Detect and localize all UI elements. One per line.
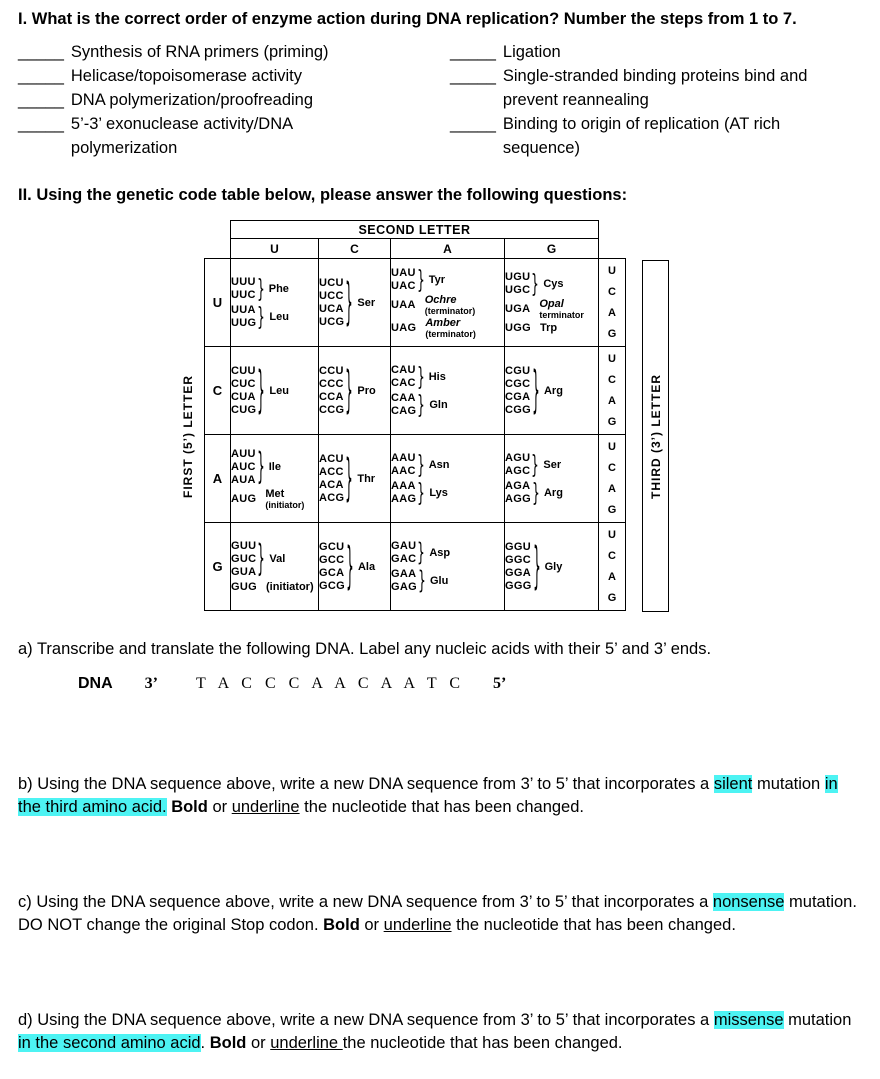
third-letter-G: G: [607, 503, 617, 516]
codon: AUA: [231, 473, 256, 486]
brace-icon: }: [416, 449, 425, 479]
step-label: 5’-3’ exonuclease activity/DNA polymerization: [70, 115, 293, 157]
codon: CUC: [231, 377, 256, 390]
codon: GCC: [319, 553, 345, 566]
brace-icon: }: [532, 477, 540, 507]
codon: CCA: [319, 390, 344, 403]
codon: CGC: [505, 377, 531, 390]
codon: AUU: [231, 447, 256, 460]
amino-acid-label: Gln: [429, 398, 448, 411]
codon-group: [319, 359, 390, 419]
answer-blank: _____: [450, 67, 496, 85]
third-letter-U: U: [608, 352, 616, 365]
question-1-list: [18, 40, 862, 160]
codon: UAC: [391, 279, 416, 292]
amino-acid-label: Trp: [539, 322, 558, 334]
step-label: Binding to origin of replication (AT rich sequence): [502, 115, 781, 157]
codon-group: [391, 361, 504, 391]
underlined-text: underline: [231, 798, 300, 816]
bold-text: Bold: [209, 1034, 247, 1052]
dna-label: DNA: [78, 675, 113, 692]
codon-group: [391, 537, 504, 567]
answer-blank: _____: [18, 115, 64, 133]
codon-group: [319, 535, 390, 595]
text-run: .: [200, 1034, 210, 1052]
codon-group: [231, 273, 318, 303]
codon: CAC: [391, 376, 416, 389]
codon: UUA: [231, 303, 256, 316]
codon-group: [505, 268, 598, 298]
codon: UGC: [505, 283, 531, 296]
codon-cell: [391, 347, 505, 435]
text-run: the nucleotide that has been changed.: [451, 916, 736, 934]
brace-icon: }: [257, 359, 266, 419]
first-letter-U: U: [205, 259, 231, 347]
text-run: mutation: [783, 1011, 852, 1029]
list-item: [18, 112, 450, 160]
step-label: DNA polymerization/proofreading: [70, 91, 314, 109]
question-1-heading: I. What is the correct order of enzyme action during DNA replication? Number the steps from 1 to 7.: [18, 10, 797, 28]
third-letter-A: A: [608, 570, 616, 583]
amino-acid-label: Lys: [429, 486, 448, 499]
amino-acid-label: Amber (terminator): [425, 316, 476, 339]
amino-acid-label: Tyr: [428, 273, 446, 286]
brace-icon: }: [346, 535, 354, 595]
codon: AGC: [505, 464, 531, 477]
amino-acid-label: Arg: [543, 486, 563, 499]
table-row: [205, 259, 626, 347]
codon: UAU: [391, 266, 416, 279]
codon: UUC: [231, 288, 256, 301]
codon: AUC: [231, 460, 256, 473]
codon: GAC: [391, 552, 417, 565]
codon: AGG: [505, 492, 531, 505]
codon: ACG: [319, 491, 345, 504]
codon-group: [231, 359, 318, 419]
codon-cell: [391, 523, 505, 611]
third-letter-column: [599, 523, 626, 611]
second-letter-U: U: [231, 239, 319, 259]
highlighted-text: in the third amino acid.: [18, 775, 838, 816]
brace-icon: }: [417, 389, 426, 419]
codon: CAG: [391, 404, 417, 417]
third-letter-C: C: [608, 373, 616, 386]
codon: CGG: [505, 403, 531, 416]
codon: UCG: [319, 315, 345, 328]
codon-cell: [319, 259, 391, 347]
table-row: [205, 523, 626, 611]
codon: UGG: [505, 321, 531, 334]
amino-acid-label: Ser: [357, 296, 376, 309]
answer-blank: _____: [18, 67, 64, 85]
amino-acid-label: His: [428, 370, 446, 383]
codon: GCA: [319, 566, 345, 579]
answer-blank: _____: [450, 43, 496, 61]
codon: AUG: [231, 492, 257, 505]
text-run: c) Using the DNA sequence above, write a new DNA sequence from 3’ to 5’ that incorporates a: [18, 893, 713, 911]
question-1-left-column: [18, 40, 450, 160]
third-letter-G: G: [607, 591, 617, 604]
codon-cell: [231, 523, 319, 611]
codon-group: [505, 449, 598, 479]
codon-group: [391, 449, 504, 479]
codon-group: [319, 271, 390, 331]
question-2-heading: II. Using the genetic code table below, please answer the following questions:: [18, 186, 628, 204]
first-letter-G: G: [205, 523, 231, 611]
codon-group: [505, 535, 598, 595]
underlined-text: underline: [383, 916, 452, 934]
codon-group: [391, 565, 504, 595]
codon-cell: [319, 347, 391, 435]
third-letter-U: U: [608, 264, 616, 277]
amino-acid-label: Ala: [357, 560, 376, 573]
brace-icon: }: [532, 535, 541, 595]
codon: CGA: [505, 390, 531, 403]
codon: GGU: [505, 540, 531, 553]
amino-acid-label: Phe: [268, 282, 289, 295]
third-letter-axis: [642, 260, 669, 612]
list-item: [18, 40, 450, 64]
list-item: [450, 40, 850, 64]
brace-icon: }: [256, 273, 265, 303]
three-prime-label: 3’: [144, 675, 158, 692]
codon: AAG: [391, 492, 417, 505]
answer-blank: _____: [18, 91, 64, 109]
list-item: [18, 64, 450, 88]
brace-icon: }: [257, 301, 266, 331]
amino-acid-label: Ser: [543, 458, 562, 471]
codon-cell: [319, 523, 391, 611]
dna-sequence: T A C C C A A C A A T C: [196, 675, 463, 692]
question-c-text: [18, 891, 862, 937]
answer-blank: _____: [450, 115, 496, 133]
codon: AGA: [505, 479, 531, 492]
question-d-text: [18, 1009, 862, 1055]
underlined-text: underline: [270, 1034, 343, 1052]
amino-acid-label: Leu: [269, 310, 289, 323]
third-letter-column: [599, 347, 626, 435]
amino-acid-label: Thr: [357, 472, 376, 485]
codon: UCU: [319, 276, 344, 289]
highlighted-text: in the second amino acid: [18, 1034, 201, 1052]
third-letter-C: C: [608, 549, 616, 562]
codon-cell: [231, 435, 319, 523]
amino-acid-label: Arg: [543, 384, 563, 397]
list-item: [18, 88, 450, 112]
codon: GGC: [505, 553, 531, 566]
brace-icon: }: [417, 537, 426, 567]
brace-icon: }: [257, 536, 266, 580]
amino-acid-label: Asp: [429, 546, 451, 559]
text-run: the nucleotide that has been changed.: [342, 1034, 623, 1052]
question-b-text: [18, 773, 862, 819]
codon: CCU: [319, 364, 344, 377]
third-letter-column: [599, 435, 626, 523]
codon: GUG: [231, 580, 257, 593]
amino-acid-label: Asn: [428, 458, 450, 471]
highlighted-text: nonsense: [712, 893, 785, 911]
codon-cell: [505, 435, 599, 523]
codon: UGA: [505, 302, 531, 315]
second-letter-A: A: [391, 239, 505, 259]
third-letter-C: C: [608, 461, 616, 474]
highlighted-text: missense: [713, 1011, 784, 1029]
brace-icon: }: [531, 268, 540, 298]
codon-group: [391, 295, 504, 316]
table-row: [205, 347, 626, 435]
codon-group: [231, 489, 318, 510]
second-letter-C: C: [319, 239, 391, 259]
codon: GAU: [391, 539, 417, 552]
codon-group: [231, 536, 318, 580]
third-letter-A: A: [608, 394, 616, 407]
codon-group: [391, 389, 504, 419]
codon-cell: [505, 347, 599, 435]
amino-acid-label: Ochre (terminator): [424, 293, 476, 316]
text-run: d) Using the DNA sequence above, write a new DNA sequence from 3’ to 5’ that incorporates a: [18, 1011, 714, 1029]
codon: GGA: [505, 566, 531, 579]
brace-icon: }: [416, 264, 425, 294]
third-letter-U: U: [608, 440, 616, 453]
third-letter-A: A: [608, 482, 616, 495]
text-run: or: [359, 916, 384, 934]
amino-acid-label: Opal terminator: [539, 297, 584, 320]
codon-group: [391, 318, 504, 339]
brace-icon: }: [345, 447, 354, 507]
brace-icon: }: [345, 271, 354, 331]
text-run: mutation. DO NOT change the original Stop codon.: [18, 893, 857, 934]
codon-cell: [505, 523, 599, 611]
codon: UGU: [505, 270, 531, 283]
codon: ACU: [319, 452, 344, 465]
codon-group: [391, 264, 504, 294]
first-letter-axis-label: FIRST (5’) LETTER: [181, 374, 195, 498]
codon: ACC: [319, 465, 344, 478]
codon-cell: [319, 435, 391, 523]
question-1-right-column: [450, 40, 850, 160]
first-letter-C: C: [205, 347, 231, 435]
third-letter-axis-label: THIRD (3’) LETTER: [648, 373, 663, 499]
codon-group: [231, 444, 318, 488]
codon: GAG: [391, 580, 417, 593]
codon-cell: [505, 259, 599, 347]
codon: CCC: [319, 377, 344, 390]
step-label: Single-stranded binding proteins bind and prevent reannealing: [502, 67, 808, 109]
amino-acid-label: Glu: [429, 574, 449, 587]
codon: ACA: [319, 478, 344, 491]
text-run: or: [207, 798, 232, 816]
third-letter-C: C: [608, 285, 616, 298]
codon-cell: [391, 259, 505, 347]
answer-blank: _____: [18, 43, 64, 61]
brace-icon: }: [256, 444, 265, 488]
codon-cell: [231, 347, 319, 435]
codon: UUG: [231, 316, 257, 329]
genetic-code-figure: [178, 220, 669, 612]
step-label: Helicase/topoisomerase activity: [70, 67, 302, 85]
codon: GUA: [231, 565, 257, 578]
second-letter-G: G: [505, 239, 599, 259]
third-letter-A: A: [608, 306, 616, 319]
amino-acid-label: Pro: [357, 384, 376, 397]
text-run: mutation: [752, 775, 825, 793]
brace-icon: }: [416, 361, 425, 391]
step-label: Synthesis of RNA primers (priming): [70, 43, 329, 61]
third-letter-G: G: [607, 415, 617, 428]
brace-icon: }: [532, 359, 540, 419]
highlighted-text: silent: [713, 775, 753, 793]
table-row: [205, 435, 626, 523]
text-run: or: [246, 1034, 271, 1052]
codon-group: [231, 581, 318, 594]
codon: UAG: [391, 321, 417, 334]
question-a-text: a) Transcribe and translate the following DNA. Label any nucleic acids with their 5’ and 3’ ends.: [18, 640, 712, 658]
bold-text: Bold: [323, 916, 360, 934]
five-prime-label: 5’: [492, 675, 507, 692]
text-run: b) Using the DNA sequence above, write a new DNA sequence from 3’ to 5’ that incorporates a: [18, 775, 714, 793]
step-label: Ligation: [502, 43, 561, 61]
codon: GAA: [391, 567, 417, 580]
bold-text: Bold: [171, 798, 208, 816]
list-item: [450, 112, 850, 160]
brace-icon: }: [418, 565, 426, 595]
codon-group: [231, 301, 318, 331]
genetic-code-table: [204, 220, 626, 611]
first-letter-axis: [178, 260, 198, 612]
codon: AAA: [391, 479, 416, 492]
codon: CAA: [391, 391, 416, 404]
amino-acid-label: (initiator): [265, 581, 314, 593]
third-letter-U: U: [608, 528, 616, 541]
codon: UCC: [319, 289, 344, 302]
codon-group: [319, 447, 390, 507]
codon-group: [505, 359, 598, 419]
text-run: the nucleotide that has been changed.: [299, 798, 584, 816]
codon: UUU: [231, 275, 256, 288]
codon: GUU: [231, 539, 257, 552]
brace-icon: }: [531, 449, 540, 479]
codon: CGU: [505, 364, 531, 377]
amino-acid-label: Cys: [543, 277, 564, 290]
codon-cell: [391, 435, 505, 523]
codon-group: [391, 477, 504, 507]
third-letter-column: [599, 259, 626, 347]
dna-sequence-line: [78, 675, 862, 693]
codon: AAU: [391, 451, 416, 464]
codon-cell: [231, 259, 319, 347]
codon-group: [505, 299, 598, 320]
brace-icon: }: [345, 359, 354, 419]
codon: CCG: [319, 403, 345, 416]
amino-acid-label: Met (initiator): [265, 487, 305, 510]
codon: CUA: [231, 390, 256, 403]
codon-group: [505, 322, 598, 335]
codon: CAU: [391, 363, 416, 376]
codon: AGU: [505, 451, 531, 464]
amino-acid-label: Val: [269, 553, 286, 565]
brace-icon: }: [417, 477, 426, 507]
codon: AAC: [391, 464, 416, 477]
amino-acid-label: Ile: [268, 461, 281, 473]
codon: CUG: [231, 403, 257, 416]
amino-acid-label: Leu: [269, 384, 289, 397]
codon: GCG: [319, 579, 345, 592]
codon: UAA: [391, 298, 416, 311]
codon: CUU: [231, 364, 256, 377]
codon: UCA: [319, 302, 344, 315]
amino-acid-label: Gly: [544, 560, 563, 573]
third-letter-G: G: [607, 327, 617, 340]
first-letter-A: A: [205, 435, 231, 523]
second-letter-header: SECOND LETTER: [231, 221, 599, 239]
codon-group: [505, 477, 598, 507]
codon: GGG: [505, 579, 532, 592]
list-item: [450, 64, 850, 112]
codon: GUC: [231, 552, 257, 565]
codon: GCU: [319, 540, 345, 553]
